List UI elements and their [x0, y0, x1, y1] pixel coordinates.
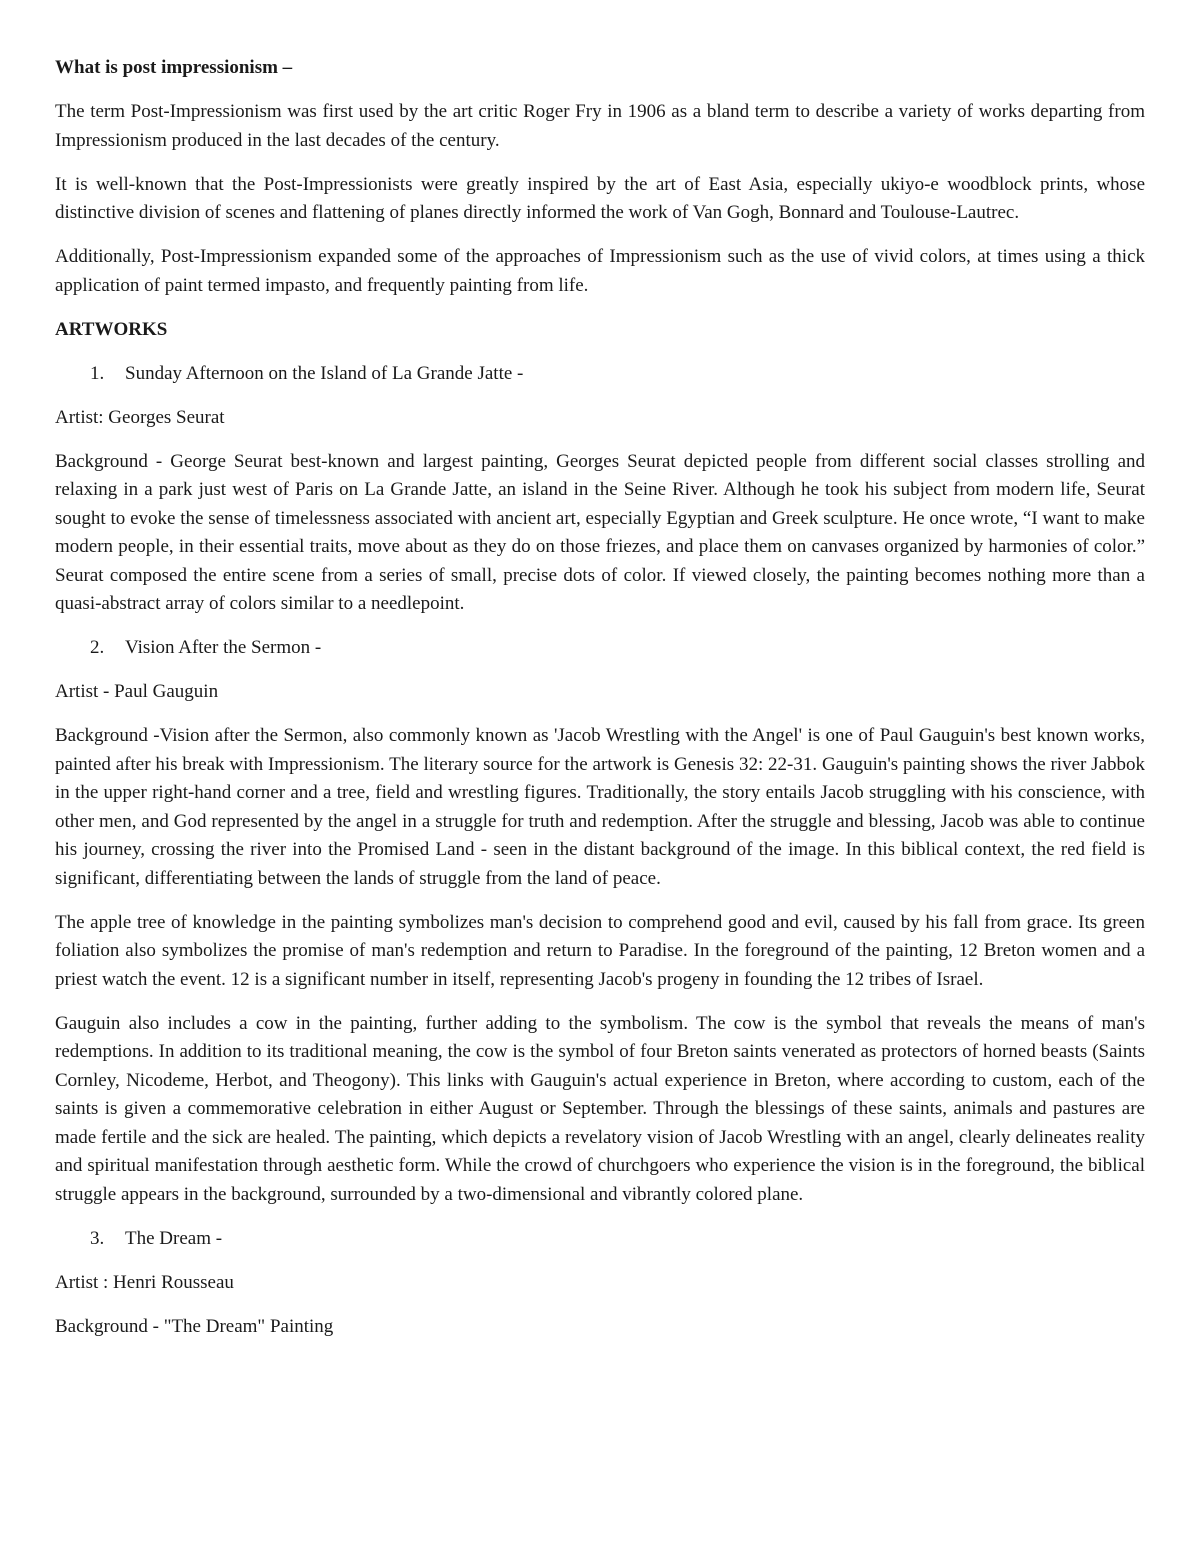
- artwork-title: Vision After the Sermon -: [125, 637, 322, 658]
- artist-line: Artist: Georges Seurat: [55, 406, 225, 428]
- list-number: 1.: [90, 362, 105, 384]
- list-number: 2.: [90, 637, 105, 658]
- artwork-background-paragraph: Background - George Seurat best-known and largest painting, Georges Seurat depicted people from different social classes strolling and relaxing in a park just west of Paris on La Grande Jatte, an island in the Seine River. Although he took his subject from modern life, Seurat sought to evoke the sense of timelessness associated with ancient art, especially Egyptian and Greek sculpture. He once wrote, “I want to make modern people, in their essential traits, move about as they do on those friezes, and place them on canvases organized by harmonies of color.” Seurat composed the entire scene from a series of small, precise dots of color. If viewed closely, the painting becomes nothing more than a quasi-abstract array of colors similar to a needlepoint.: [55, 450, 1145, 614]
- document-title: What is post impressionism –: [55, 57, 293, 78]
- intro-paragraph: Additionally, Post-Impressionism expanded some of the approaches of Impressionism such as the use of vivid colors, at times using a thick application of paint termed impasto, and frequently painting from life.: [55, 246, 1145, 296]
- artwork-background-paragraph: Background - "The Dream" Painting: [55, 1315, 334, 1337]
- artwork-paragraph: Gauguin also includes a cow in the painting, further adding to the symbolism. The cow is the symbol that reveals the means of man's redemptions. In addition to its traditional meaning, the cow is the symbol of four Breton saints venerated as protectors of horned beasts (Saints Cornley, Nicodeme, Herbot, and Theogony). This links with Gauguin's actual experience in Breton, where according to custom, each of the saints is given a commemorative celebration in either August or September. Through the blessings of these saints, animals and pastures are made fertile and the sick are healed. The painting, which depicts a revelatory vision of Jacob Wrestling with an angel, clearly delineates reality and spiritual manifestation through aesthetic form. While the crowd of churchgoers who experience the vision is in the foreground, the biblical struggle appears in the background, surrounded by a two-dimensional and vibrantly colored plane.: [55, 1012, 1145, 1205]
- artwork-paragraph: The apple tree of knowledge in the painting symbolizes man's decision to comprehend good and evil, caused by his fall from grace. Its green foliation also symbolizes the promise of man's redemption and return to Paradise. In the foreground of the painting, 12 Breton women and a priest watch the event. 12 is a significant number in itself, representing Jacob's progeny in founding the 12 tribes of Israel.: [55, 911, 1145, 990]
- artist-line: Artist - Paul Gauguin: [55, 681, 219, 702]
- artist-line: Artist : Henri Rousseau: [55, 1271, 234, 1293]
- artwork-background-paragraph: Background -Vision after the Sermon, also commonly known as 'Jacob Wrestling with the Angel' is one of Paul Gauguin's best known works, painted after his break with Impressionism. The literary source for the artwork is Genesis 32: 22-31. Gauguin's painting shows the river Jabbok in the upper right-hand corner and a tree, field and wrestling figures. Traditionally, the story entails Jacob struggling with his conscience, with other men, and God represented by the angel in a struggle for truth and redemption. After the struggle and blessing, Jacob was able to continue his journey, crossing the river into the Promised Land - seen in the distant background of the image. In this biblical context, the red field is significant, differentiating between the lands of struggle from the land of peace.: [55, 725, 1145, 889]
- artwork-list-item: [55, 360, 1145, 389]
- list-number: 3.: [90, 1227, 105, 1249]
- artwork-list-item: [55, 1225, 1145, 1254]
- artwork-title: Sunday Afternoon on the Island of La Grande Jatte -: [125, 362, 524, 384]
- artworks-heading: ARTWORKS: [55, 318, 168, 340]
- artwork-list-item: [55, 634, 1145, 663]
- intro-paragraph: It is well-known that the Post-Impressionists were greatly inspired by the art of East Asia, especially ukiyo-e woodblock prints, whose distinctive division of scenes and flattening of planes directly informed the work of Van Gogh, Bonnard and Toulouse-Lautrec.: [55, 173, 1145, 223]
- document-page: [55, 54, 1145, 1357]
- artwork-title: The Dream -: [125, 1227, 223, 1249]
- intro-paragraph: The term Post-Impressionism was first used by the art critic Roger Fry in 1906 as a bland term to describe a variety of works departing from Impressionism produced in the last decades of the century.: [55, 101, 1145, 151]
